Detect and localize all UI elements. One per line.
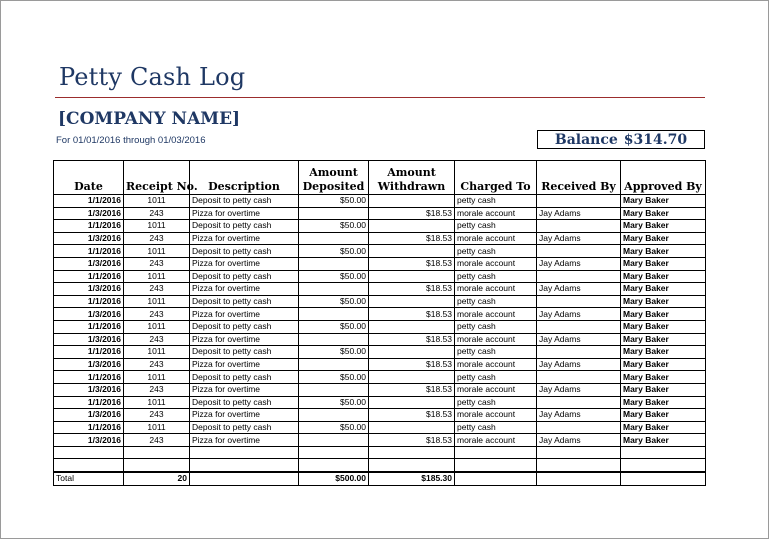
table-row [54, 220, 706, 233]
cell-approved-by[interactable]: Mary Baker [621, 383, 706, 396]
table-row [54, 371, 706, 384]
table-row [54, 283, 706, 296]
cell-receipt-no[interactable]: 1011 [124, 371, 190, 384]
cell-charged-to[interactable]: petty cash [455, 320, 537, 333]
cell-approved-by[interactable]: Mary Baker [621, 409, 706, 422]
col-header-description: Description [190, 161, 299, 195]
cell-date[interactable]: 1/1/2016 [54, 346, 124, 359]
cell-description[interactable]: Pizza for overtime [190, 308, 299, 321]
cell-approved-by[interactable]: Mary Baker [621, 245, 706, 258]
cell-approved-by[interactable]: Mary Baker [621, 207, 706, 220]
cell-approved-by[interactable]: Mary Baker [621, 308, 706, 321]
cell-received-by[interactable]: Jay Adams [537, 308, 621, 321]
cell-approved-by[interactable]: Mary Baker [621, 434, 706, 447]
cell-charged-to[interactable]: petty cash [455, 371, 537, 384]
cell-amount-withdrawn[interactable]: $18.53 [369, 434, 455, 447]
cell-date[interactable]: 1/1/2016 [54, 295, 124, 308]
cell-received-by[interactable] [537, 220, 621, 233]
cell-amount-withdrawn[interactable]: $18.53 [369, 257, 455, 270]
cell-description[interactable]: Deposit to petty cash [190, 245, 299, 258]
table-row [54, 409, 706, 422]
cell-description[interactable]: Pizza for overtime [190, 333, 299, 346]
cell-receipt-no[interactable]: 243 [124, 308, 190, 321]
col-header-receipt: Receipt No. [124, 161, 190, 195]
cell-charged-to[interactable]: morale account [455, 333, 537, 346]
cell-receipt-no[interactable]: 243 [124, 333, 190, 346]
cell-date[interactable]: 1/3/2016 [54, 333, 124, 346]
blank-cell[interactable] [54, 446, 124, 459]
cell-receipt-no[interactable]: 1011 [124, 195, 190, 208]
cell-amount-withdrawn[interactable]: $18.53 [369, 308, 455, 321]
total-empty-cell [537, 472, 621, 485]
total-receipt-count: 20 [124, 472, 190, 485]
cell-received-by[interactable]: Jay Adams [537, 383, 621, 396]
cell-receipt-no[interactable]: 1011 [124, 295, 190, 308]
cell-amount-deposited[interactable] [299, 232, 369, 245]
cell-amount-deposited[interactable] [299, 409, 369, 422]
cell-receipt-no[interactable]: 243 [124, 434, 190, 447]
cell-amount-withdrawn[interactable]: $18.53 [369, 207, 455, 220]
cell-charged-to[interactable]: morale account [455, 232, 537, 245]
cell-charged-to[interactable]: morale account [455, 434, 537, 447]
cell-amount-withdrawn[interactable]: $18.53 [369, 358, 455, 371]
cell-received-by[interactable]: Jay Adams [537, 283, 621, 296]
table-header-row [54, 161, 706, 195]
table-row [54, 195, 706, 208]
cell-amount-deposited[interactable]: $50.00 [299, 320, 369, 333]
totals-row [54, 472, 706, 485]
cell-date[interactable]: 1/3/2016 [54, 383, 124, 396]
cell-received-by[interactable]: Jay Adams [537, 358, 621, 371]
blank-cell[interactable] [455, 446, 537, 459]
blank-cell[interactable] [621, 446, 706, 459]
cell-amount-deposited[interactable]: $50.00 [299, 245, 369, 258]
page-title: Petty Cash Log [59, 63, 246, 91]
col-header-charged-to: Charged To [455, 161, 537, 195]
cell-date[interactable]: 1/1/2016 [54, 371, 124, 384]
cell-receipt-no[interactable]: 243 [124, 232, 190, 245]
table-row [54, 245, 706, 258]
cell-approved-by[interactable]: Mary Baker [621, 346, 706, 359]
cell-receipt-no[interactable]: 243 [124, 409, 190, 422]
cell-amount-deposited[interactable] [299, 383, 369, 396]
cell-received-by[interactable]: Jay Adams [537, 232, 621, 245]
cell-description[interactable]: Deposit to petty cash [190, 320, 299, 333]
cell-amount-withdrawn[interactable] [369, 245, 455, 258]
cell-received-by[interactable] [537, 346, 621, 359]
cell-charged-to[interactable]: morale account [455, 257, 537, 270]
cell-date[interactable]: 1/3/2016 [54, 207, 124, 220]
cell-amount-withdrawn[interactable] [369, 220, 455, 233]
cell-receipt-no[interactable]: 1011 [124, 396, 190, 409]
cell-receipt-no[interactable]: 1011 [124, 320, 190, 333]
cell-date[interactable]: 1/1/2016 [54, 270, 124, 283]
cell-amount-withdrawn[interactable] [369, 320, 455, 333]
petty-cash-table [53, 160, 706, 486]
cell-description[interactable]: Deposit to petty cash [190, 371, 299, 384]
cell-amount-withdrawn[interactable] [369, 396, 455, 409]
cell-date[interactable]: 1/3/2016 [54, 257, 124, 270]
total-empty-cell [621, 472, 706, 485]
cell-charged-to[interactable]: petty cash [455, 195, 537, 208]
table-row [54, 232, 706, 245]
blank-cell[interactable] [369, 459, 455, 472]
company-name[interactable]: [COMPANY NAME] [58, 109, 241, 129]
cell-amount-deposited[interactable]: $50.00 [299, 270, 369, 283]
blank-cell[interactable] [621, 459, 706, 472]
cell-approved-by[interactable]: Mary Baker [621, 320, 706, 333]
cell-receipt-no[interactable]: 243 [124, 207, 190, 220]
table-row [54, 358, 706, 371]
cell-receipt-no[interactable]: 243 [124, 257, 190, 270]
blank-row [54, 459, 706, 472]
balance-value: $314.70 [623, 131, 688, 148]
cell-amount-deposited[interactable]: $50.00 [299, 371, 369, 384]
table-row [54, 346, 706, 359]
cell-amount-deposited[interactable]: $50.00 [299, 195, 369, 208]
cell-charged-to[interactable]: petty cash [455, 396, 537, 409]
cell-date[interactable]: 1/1/2016 [54, 245, 124, 258]
total-empty-cell [190, 472, 299, 485]
cell-date[interactable]: 1/3/2016 [54, 409, 124, 422]
cell-approved-by[interactable]: Mary Baker [621, 358, 706, 371]
cell-amount-deposited[interactable]: $50.00 [299, 220, 369, 233]
blank-row [54, 446, 706, 459]
blank-cell[interactable] [455, 459, 537, 472]
col-header-received-by: Received By [537, 161, 621, 195]
blank-cell[interactable] [369, 446, 455, 459]
cell-charged-to[interactable]: petty cash [455, 295, 537, 308]
cell-receipt-no[interactable]: 1011 [124, 421, 190, 434]
cell-description[interactable]: Pizza for overtime [190, 358, 299, 371]
cell-amount-withdrawn[interactable] [369, 270, 455, 283]
blank-cell[interactable] [537, 446, 621, 459]
cell-description[interactable]: Deposit to petty cash [190, 346, 299, 359]
total-label: Total [54, 472, 124, 485]
cell-date[interactable]: 1/1/2016 [54, 396, 124, 409]
cell-amount-deposited[interactable] [299, 207, 369, 220]
cell-amount-deposited[interactable]: $50.00 [299, 346, 369, 359]
cell-amount-deposited[interactable] [299, 434, 369, 447]
blank-cell[interactable] [537, 459, 621, 472]
cell-amount-deposited[interactable] [299, 333, 369, 346]
cell-receipt-no[interactable]: 243 [124, 283, 190, 296]
cell-amount-withdrawn[interactable] [369, 295, 455, 308]
cell-amount-withdrawn[interactable]: $18.53 [369, 383, 455, 396]
cell-date[interactable]: 1/1/2016 [54, 220, 124, 233]
table-row [54, 320, 706, 333]
cell-date[interactable]: 1/1/2016 [54, 421, 124, 434]
cell-approved-by[interactable]: Mary Baker [621, 257, 706, 270]
cell-approved-by[interactable]: Mary Baker [621, 232, 706, 245]
balance-box [537, 130, 705, 149]
cell-receipt-no[interactable]: 243 [124, 383, 190, 396]
cell-description[interactable]: Pizza for overtime [190, 283, 299, 296]
cell-amount-withdrawn[interactable] [369, 421, 455, 434]
cell-approved-by[interactable]: Mary Baker [621, 283, 706, 296]
cell-amount-withdrawn[interactable]: $18.53 [369, 409, 455, 422]
cell-description[interactable]: Pizza for overtime [190, 232, 299, 245]
table-row [54, 396, 706, 409]
col-header-date: Date [54, 161, 124, 195]
cell-date[interactable]: 1/3/2016 [54, 358, 124, 371]
table-row [54, 434, 706, 447]
blank-cell[interactable] [190, 446, 299, 459]
cell-description[interactable]: Deposit to petty cash [190, 220, 299, 233]
cell-approved-by[interactable]: Mary Baker [621, 195, 706, 208]
cell-charged-to[interactable]: morale account [455, 358, 537, 371]
cell-amount-deposited[interactable] [299, 308, 369, 321]
date-range: For 01/01/2016 through 01/03/2016 [56, 135, 206, 146]
cell-received-by[interactable] [537, 371, 621, 384]
cell-description[interactable]: Pizza for overtime [190, 434, 299, 447]
cell-amount-deposited[interactable] [299, 283, 369, 296]
table-row [54, 257, 706, 270]
cell-description[interactable]: Deposit to petty cash [190, 421, 299, 434]
cell-amount-deposited[interactable] [299, 257, 369, 270]
cell-description[interactable]: Deposit to petty cash [190, 295, 299, 308]
cell-charged-to[interactable]: morale account [455, 308, 537, 321]
cell-approved-by[interactable]: Mary Baker [621, 421, 706, 434]
cell-received-by[interactable] [537, 320, 621, 333]
cell-date[interactable]: 1/3/2016 [54, 283, 124, 296]
cell-date[interactable]: 1/1/2016 [54, 320, 124, 333]
cell-received-by[interactable]: Jay Adams [537, 207, 621, 220]
cell-amount-withdrawn[interactable] [369, 346, 455, 359]
cell-charged-to[interactable]: morale account [455, 409, 537, 422]
cell-approved-by[interactable]: Mary Baker [621, 270, 706, 283]
cell-received-by[interactable]: Jay Adams [537, 257, 621, 270]
total-withdrawn: $185.30 [369, 472, 455, 485]
cell-approved-by[interactable]: Mary Baker [621, 220, 706, 233]
cell-date[interactable]: 1/3/2016 [54, 434, 124, 447]
table-row [54, 333, 706, 346]
cell-charged-to[interactable]: petty cash [455, 220, 537, 233]
cell-amount-withdrawn[interactable] [369, 195, 455, 208]
cell-received-by[interactable] [537, 421, 621, 434]
total-deposited: $500.00 [299, 472, 369, 485]
cell-charged-to[interactable]: petty cash [455, 245, 537, 258]
cell-receipt-no[interactable]: 1011 [124, 270, 190, 283]
blank-cell[interactable] [299, 446, 369, 459]
cell-description[interactable]: Pizza for overtime [190, 383, 299, 396]
cell-amount-withdrawn[interactable]: $18.53 [369, 232, 455, 245]
blank-cell[interactable] [299, 459, 369, 472]
table-row [54, 270, 706, 283]
cell-approved-by[interactable]: Mary Baker [621, 396, 706, 409]
cell-amount-withdrawn[interactable]: $18.53 [369, 333, 455, 346]
cell-approved-by[interactable]: Mary Baker [621, 371, 706, 384]
cell-amount-deposited[interactable]: $50.00 [299, 396, 369, 409]
cell-receipt-no[interactable]: 1011 [124, 220, 190, 233]
cell-charged-to[interactable]: morale account [455, 207, 537, 220]
cell-received-by[interactable] [537, 245, 621, 258]
cell-charged-to[interactable]: morale account [455, 283, 537, 296]
cell-received-by[interactable]: Jay Adams [537, 434, 621, 447]
blank-cell[interactable] [190, 459, 299, 472]
table-row [54, 421, 706, 434]
cell-amount-deposited[interactable]: $50.00 [299, 295, 369, 308]
blank-cell[interactable] [124, 459, 190, 472]
cell-amount-withdrawn[interactable] [369, 371, 455, 384]
cell-charged-to[interactable]: petty cash [455, 346, 537, 359]
title-divider [55, 97, 705, 98]
cell-receipt-no[interactable]: 1011 [124, 245, 190, 258]
col-header-withdrawn: Amount Withdrawn [369, 161, 455, 195]
cell-date[interactable]: 1/3/2016 [54, 308, 124, 321]
table-row [54, 308, 706, 321]
cell-description[interactable]: Deposit to petty cash [190, 195, 299, 208]
cell-receipt-no[interactable]: 1011 [124, 346, 190, 359]
cell-receipt-no[interactable]: 243 [124, 358, 190, 371]
cell-received-by[interactable] [537, 396, 621, 409]
col-header-deposited: Amount Deposited [299, 161, 369, 195]
cell-description[interactable]: Deposit to petty cash [190, 396, 299, 409]
balance-label: Balance [554, 131, 618, 148]
cell-description[interactable]: Pizza for overtime [190, 207, 299, 220]
cell-received-by[interactable] [537, 270, 621, 283]
cell-charged-to[interactable]: petty cash [455, 270, 537, 283]
cell-description[interactable]: Pizza for overtime [190, 409, 299, 422]
cell-date[interactable]: 1/1/2016 [54, 195, 124, 208]
cell-received-by[interactable] [537, 195, 621, 208]
total-empty-cell [455, 472, 537, 485]
blank-cell[interactable] [124, 446, 190, 459]
cell-amount-deposited[interactable]: $50.00 [299, 421, 369, 434]
cell-received-by[interactable]: Jay Adams [537, 409, 621, 422]
cell-received-by[interactable]: Jay Adams [537, 333, 621, 346]
cell-date[interactable]: 1/3/2016 [54, 232, 124, 245]
table-row [54, 207, 706, 220]
cell-approved-by[interactable]: Mary Baker [621, 333, 706, 346]
cell-charged-to[interactable]: morale account [455, 383, 537, 396]
table-row [54, 383, 706, 396]
cell-amount-withdrawn[interactable]: $18.53 [369, 283, 455, 296]
cell-approved-by[interactable]: Mary Baker [621, 295, 706, 308]
col-header-approved-by: Approved By [621, 161, 706, 195]
cell-amount-deposited[interactable] [299, 358, 369, 371]
cell-description[interactable]: Pizza for overtime [190, 257, 299, 270]
table-body [54, 195, 706, 447]
table-row [54, 295, 706, 308]
cell-charged-to[interactable]: petty cash [455, 421, 537, 434]
cell-received-by[interactable] [537, 295, 621, 308]
blank-cell[interactable] [54, 459, 124, 472]
cell-description[interactable]: Deposit to petty cash [190, 270, 299, 283]
